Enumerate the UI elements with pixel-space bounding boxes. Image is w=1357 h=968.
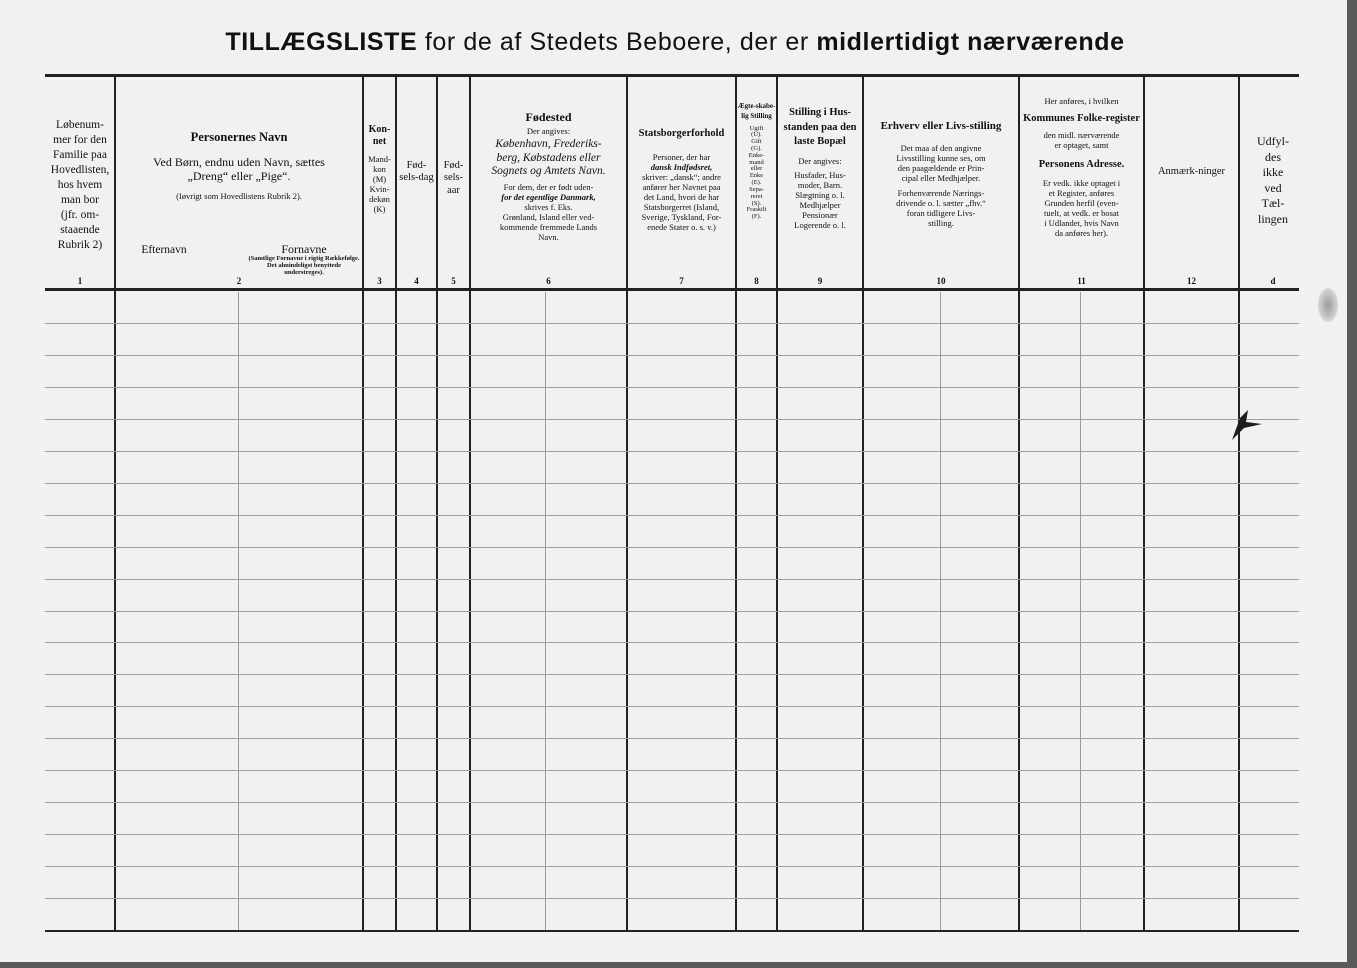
col6-extra: kommende fremmede Lands [499, 221, 598, 232]
insect-mark [1226, 404, 1266, 444]
title-middle: for de af Stedets Beboere, der er [424, 28, 809, 56]
col1-line: Hovedlisten, [50, 163, 110, 176]
col1-line: staaende [60, 223, 100, 236]
col-number: d [1270, 276, 1276, 286]
col7-header [628, 128, 735, 233]
col4-heading: Fød-sels-dag [399, 160, 434, 184]
col-number: 3 [377, 276, 382, 286]
entry-row-line [45, 483, 1299, 484]
col10-line: Det maa af den angivne [900, 142, 982, 153]
col7-line: det Land, hvori de har [643, 192, 720, 203]
col9-line: moder, Barn. [797, 180, 843, 191]
entry-row-line [45, 355, 1299, 356]
col1-line: mer for den [53, 133, 107, 146]
col6-extra: for det egentlige Danmark, [501, 191, 596, 202]
col9-header [778, 106, 862, 230]
entry-row-line [45, 866, 1299, 867]
col11-extra: i Udlandet, hvis Navn [1044, 218, 1119, 229]
col7-line: Sverige, Tyskland, For- [641, 212, 722, 223]
col3-line: Mand- [368, 153, 391, 164]
col3-heading: Kon-net [368, 124, 391, 147]
col11-extra: da anføres her). [1054, 228, 1109, 239]
col2-surname-label [124, 244, 204, 258]
col10-extra: Forhenværende Nærings- [897, 187, 985, 198]
col5-heading: Fød-sels-aar [443, 160, 464, 196]
col6-line: København, Frederiks- [495, 138, 602, 151]
entry-row-line [45, 770, 1299, 771]
entry-row-line [45, 451, 1299, 452]
entry-row-line [45, 738, 1299, 739]
col11-extra: tuelt, at vedk. er bosat [1043, 208, 1120, 219]
col2-heading: Personernes Navn [190, 130, 288, 144]
col8-line: Enke- [748, 151, 765, 159]
entry-row-line [45, 642, 1299, 643]
col4-header [397, 160, 436, 185]
col-number: 7 [679, 276, 684, 286]
col2-firstname-label [248, 242, 360, 277]
col10-extra: foran tidligere Livs- [906, 207, 976, 218]
col11-extra: Grunden herfil (even- [1044, 198, 1119, 209]
cold-line: ved [1264, 180, 1282, 195]
col8-line: reret [750, 192, 763, 200]
col3-line: (K) [373, 203, 386, 214]
firstname-note: (Samtlige Fornavne i rigtig Rækkefølge. Det almindeligst benyttede understreges). [248, 255, 360, 276]
entry-row-line [45, 898, 1299, 899]
entry-row-line [45, 387, 1299, 388]
col8-line: (F). [751, 213, 762, 221]
col8-line: Ugift [749, 124, 764, 132]
col10-line: den paagældende er Prin- [897, 162, 985, 173]
col8-line: eller [750, 165, 763, 173]
entry-row-line [45, 579, 1299, 580]
col3-header [364, 124, 395, 214]
col11-extra: et Register, anføres [1048, 188, 1115, 199]
col8-line: Enke [749, 172, 764, 180]
top-rule [45, 74, 1299, 77]
col10-header [864, 118, 1018, 228]
col11-header [1020, 96, 1143, 238]
cold-line: Tæl- [1261, 196, 1285, 211]
col-number: 1 [77, 276, 83, 286]
col12-heading: Anmærk-ninger [1157, 166, 1226, 177]
col8-line: (E). [751, 179, 762, 187]
col6-sub: Der angives: [526, 126, 571, 137]
col9-line: Logerende o. l. [794, 220, 846, 231]
col8-line: mand [749, 158, 764, 166]
entry-row-line [45, 547, 1299, 548]
col-number: 9 [817, 276, 823, 286]
col11-extra: Er vedk. ikke optaget i [1042, 178, 1121, 189]
firstname-label: Fornavne [281, 242, 327, 256]
cold-line: ikke [1262, 165, 1284, 180]
col8-line: Gift [751, 138, 762, 146]
col1-line: Rubrik 2) [57, 238, 103, 251]
col6-extra: Grønland, Island eller ved- [502, 211, 595, 222]
col-number: 8 [754, 276, 759, 286]
col5-header [438, 160, 469, 197]
col11-heading: Kommunes Folke-register [1023, 113, 1140, 125]
col1-line: hos hvem [57, 178, 103, 191]
col2-header [116, 130, 362, 201]
col10-line: Livsstilling kunne ses, om [896, 152, 986, 163]
col-number: 12 [1187, 276, 1196, 286]
col1-line: Løbenum- [56, 119, 104, 131]
col8-line: Sepa- [749, 185, 764, 193]
entry-row-line [45, 674, 1299, 675]
col9-line: Pensionær [802, 210, 838, 221]
col-number: 11 [1077, 276, 1086, 286]
col7-line: enede Stater o. s. v.) [647, 222, 716, 233]
col9-line: Slægtning o. l. [795, 190, 845, 201]
entry-row-line [45, 323, 1299, 324]
col8-heading: Ægte-skabe-lig Stilling [737, 102, 776, 120]
col7-line: dansk Indfødsret, [650, 162, 713, 173]
col7-line: skriver: „dansk“; andre [642, 172, 721, 183]
entry-row-line [45, 834, 1299, 835]
col1-line: (jfr. om- [60, 208, 100, 221]
entry-row-line [45, 706, 1299, 707]
col11-heading2: Personens Adresse. [1038, 158, 1125, 170]
col-number: 10 [936, 276, 946, 286]
col2-line: Ved Børn, endnu uden Navn, sættes [153, 154, 325, 169]
col3-line: kon [373, 163, 386, 174]
col9-line: Medhjælper [799, 200, 841, 211]
col7-heading: Statsborgerforhold [638, 128, 725, 139]
bottom-rule [45, 930, 1299, 932]
title-main: TILLÆGSLISTE [225, 28, 418, 56]
form-title [0, 28, 1350, 57]
col9-sub: Der angives: [798, 156, 842, 167]
col7-line: anfører her Navnet paa [642, 182, 721, 193]
col6-extra: skrives f. Eks. [524, 201, 573, 212]
col8-line: (U). [751, 131, 762, 139]
col6-extra: For dem, der er født uden- [503, 181, 594, 192]
col2-line: „Dreng“ eller „Pige“. [187, 168, 291, 183]
col10-line: cipal eller Medhjælper. [901, 172, 981, 183]
surname-label: Efternavn [141, 244, 187, 256]
col8-header [737, 102, 776, 221]
col2-note: (Iøvrigt som Hovedlistens Rubrik 2). [176, 191, 302, 202]
col10-extra: drivende o. l. sætter „fhv.“ [896, 197, 986, 208]
cold-line: des [1265, 149, 1281, 164]
col1-line: Familie paa [53, 148, 107, 161]
col3-line: dekøn [369, 193, 390, 204]
col11-top: Her anføres, i hvilken [1044, 96, 1119, 106]
title-end: midlertidigt nærværende [816, 28, 1125, 56]
col10-extra: stilling. [928, 217, 954, 228]
col12-header [1145, 164, 1238, 179]
col9-line: Husfader, Hus- [794, 170, 846, 181]
col6-line: berg, Købstadens eller [496, 151, 601, 164]
header-bottom-rule [45, 288, 1299, 291]
entry-row-line [45, 515, 1299, 516]
entry-row-line [45, 611, 1299, 612]
col6-header [471, 110, 626, 242]
col-number: 4 [414, 276, 419, 286]
col11-line: er optaget, samt [1054, 139, 1109, 150]
col8-line: (G). [751, 145, 762, 153]
col10-heading: Erhverv eller Livs-stilling [880, 120, 1002, 132]
col3-line: Kvin- [369, 183, 390, 194]
cold-line: lingen [1258, 211, 1288, 226]
cold-line: Udfyl- [1257, 134, 1289, 148]
col-number: 2 [236, 276, 242, 286]
col1-header [46, 118, 114, 252]
col8-line: (S). [751, 199, 762, 207]
col8-line: Fraskilt [746, 206, 767, 214]
col9-heading: Stilling i Hus-standen paa den laste Bopæl [783, 107, 857, 148]
col-number: 5 [451, 276, 456, 286]
col6-line: Sognets og Amtets Navn. [491, 165, 606, 178]
col3-line: (M) [372, 173, 387, 184]
col7-line: Statsborgerret (Island, [643, 202, 720, 213]
entry-row-line [45, 419, 1299, 420]
entry-row-line [45, 802, 1299, 803]
smudge-mark [1318, 288, 1338, 322]
col6-heading: Fødested [525, 110, 572, 124]
col-number: 6 [546, 276, 551, 286]
col6-extra: Navn. [538, 231, 559, 242]
col11-line: den midl. nærværende [1043, 129, 1120, 140]
col7-line: Personer, der har [652, 152, 711, 163]
col1-line: man bor [60, 193, 99, 206]
cold-header [1240, 134, 1306, 228]
